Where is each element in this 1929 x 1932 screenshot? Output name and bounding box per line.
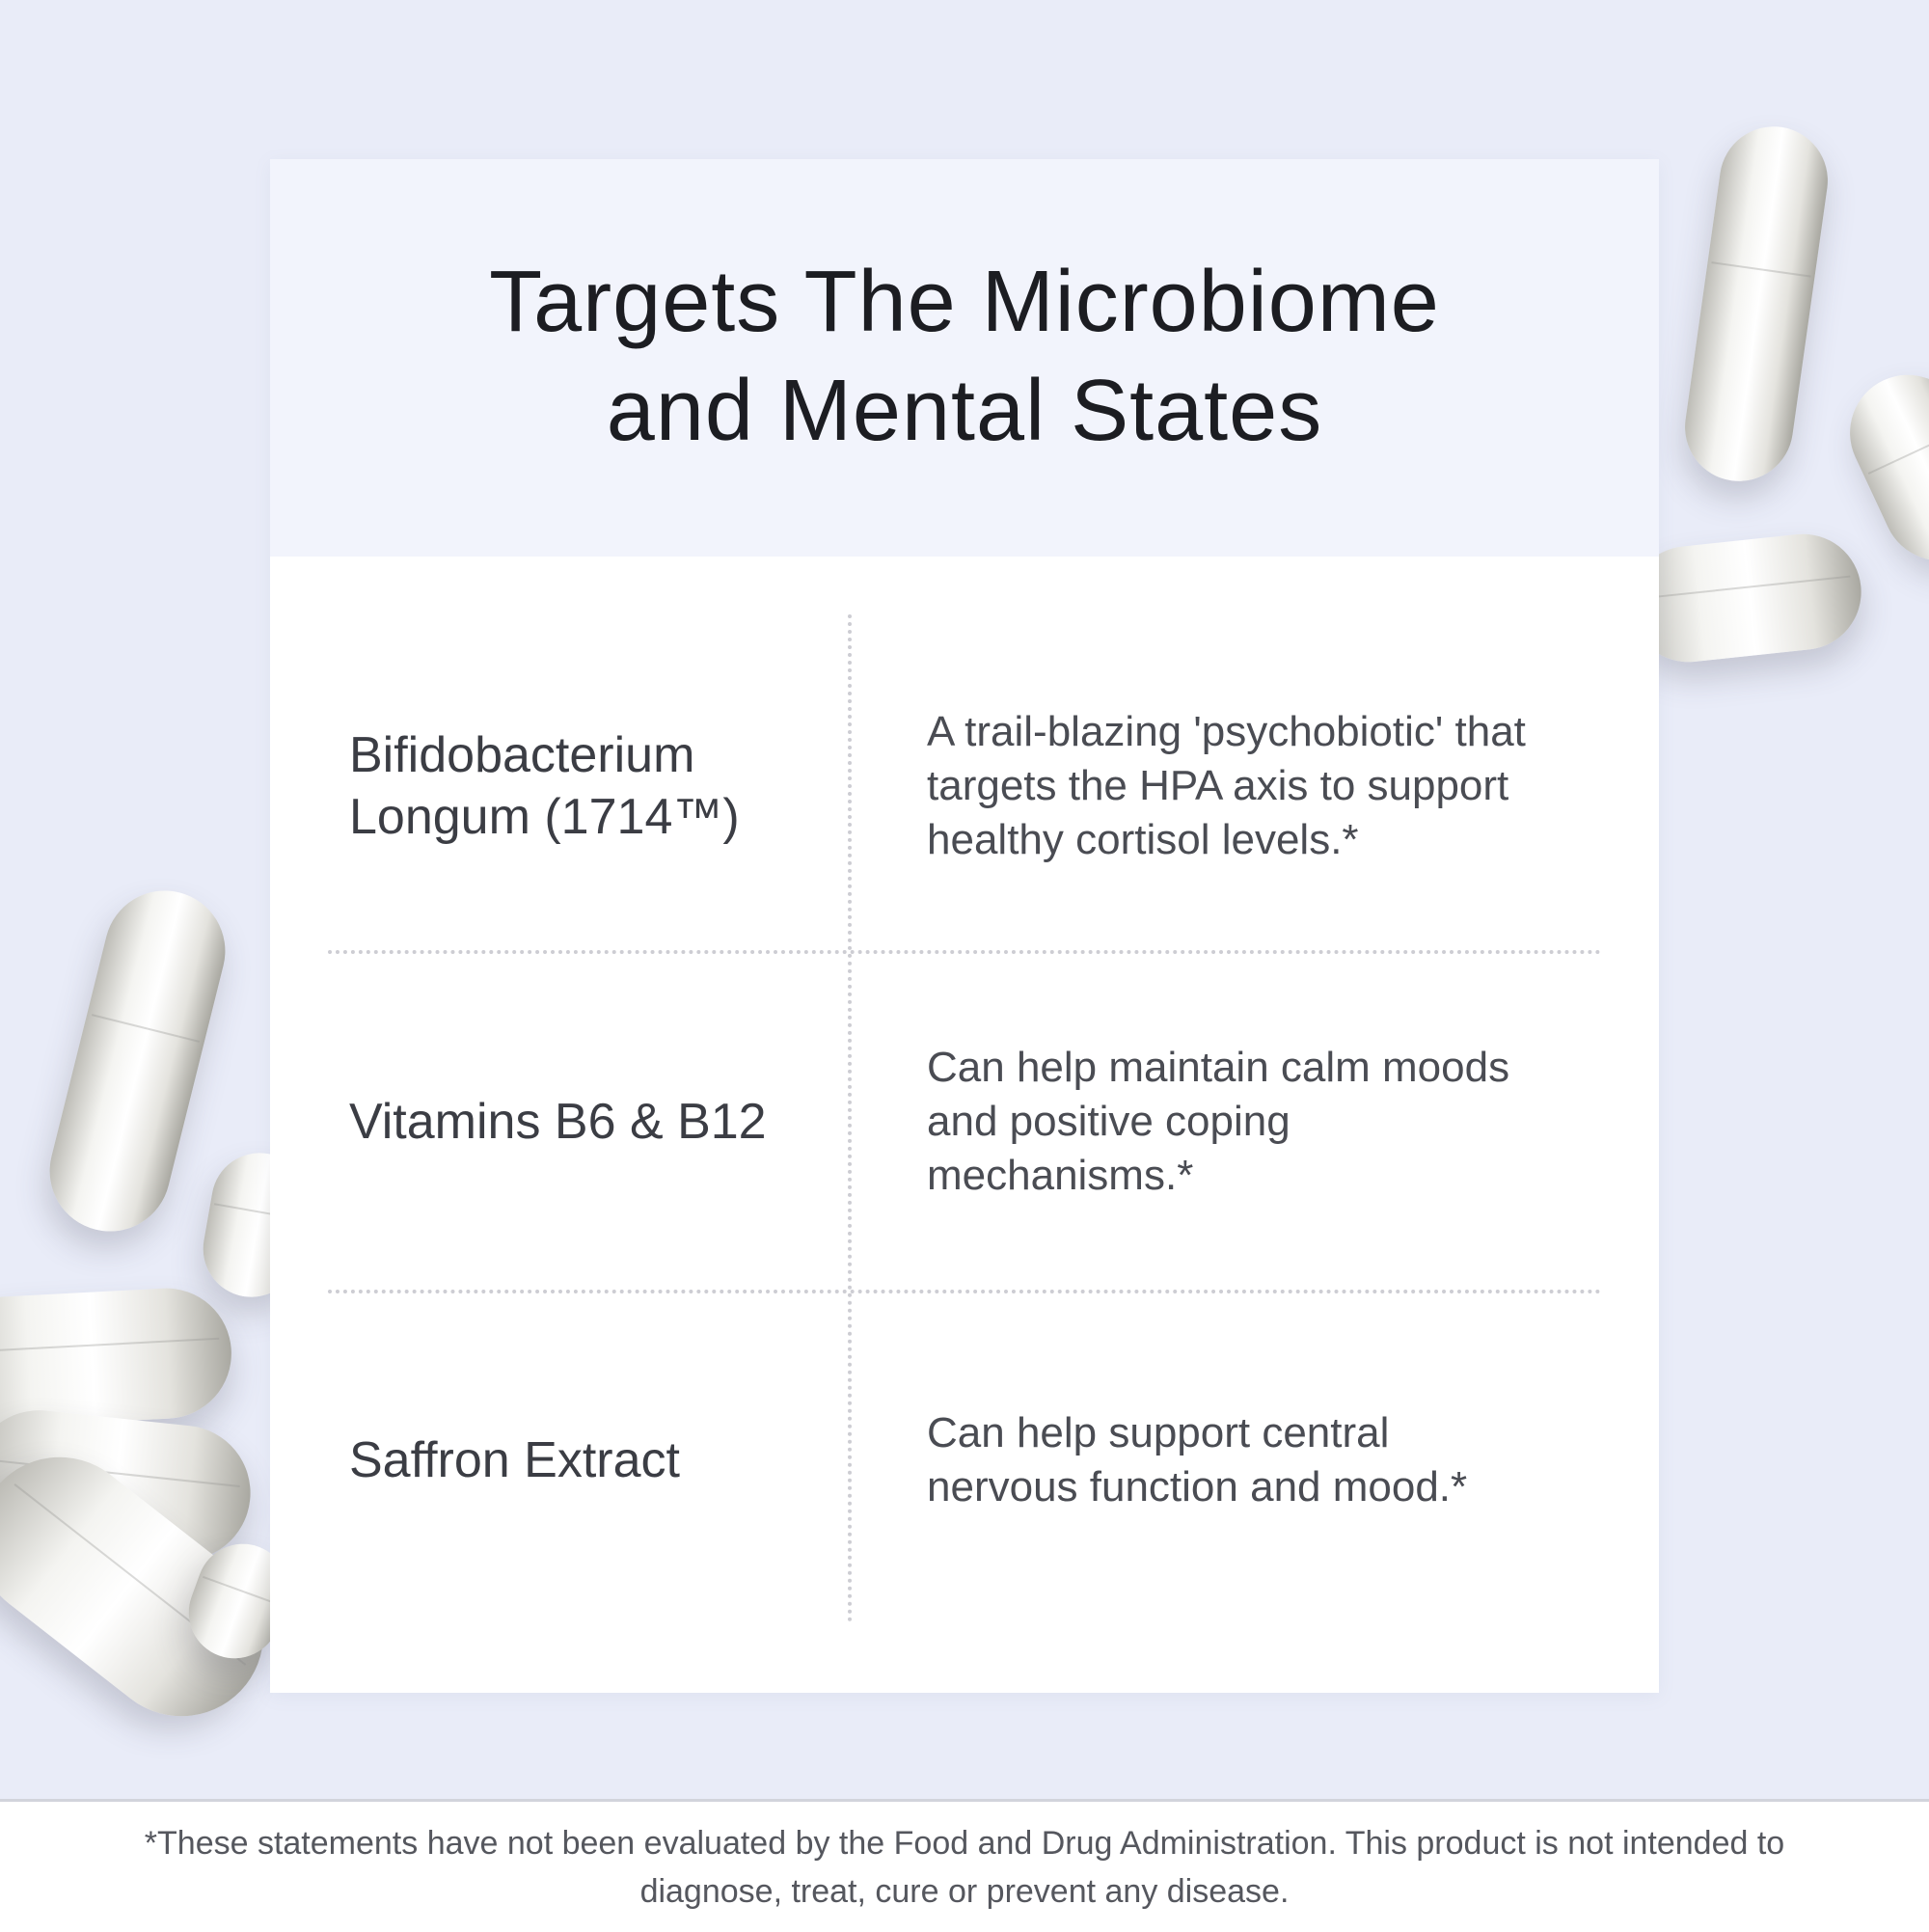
ingredients-card <box>270 159 1659 1693</box>
title-line-1: Targets The Microbiome <box>489 254 1440 350</box>
ingredient-row <box>270 954 1659 1290</box>
ingredient-row <box>270 1293 1659 1627</box>
card-header <box>270 159 1659 557</box>
capsule-image <box>1678 120 1834 488</box>
ingredient-name: Vitamins B6 & B12 <box>349 1094 767 1150</box>
ingredient-name: Bifidobacterium Longum (1714™) <box>349 727 740 845</box>
ingredient-name: Saffron Extract <box>349 1432 680 1488</box>
capsule-image <box>1624 529 1866 667</box>
ingredient-benefit: Can help support central nervous function and mood.* <box>927 1409 1468 1510</box>
ingredient-row <box>270 622 1659 950</box>
capsule-image <box>1831 356 1929 580</box>
title-line-2: and Mental States <box>606 363 1323 459</box>
fda-disclaimer: *These statements have not been evaluated by the Food and Drug Administration. This product is not intended to diagnose, treat, cure or prevent any disease. <box>144 1824 1785 1910</box>
ingredient-benefit: Can help maintain calm moods and positive coping mechanisms.* <box>927 1044 1510 1199</box>
disclaimer-footer <box>0 1799 1929 1932</box>
capsule-image <box>37 878 237 1244</box>
capsule-image <box>0 1285 234 1430</box>
ingredient-benefit: A trail-blazing 'psychobiotic' that targets the HPA axis to support healthy cortisol levels.* <box>927 708 1526 863</box>
page-title <box>270 248 1659 466</box>
